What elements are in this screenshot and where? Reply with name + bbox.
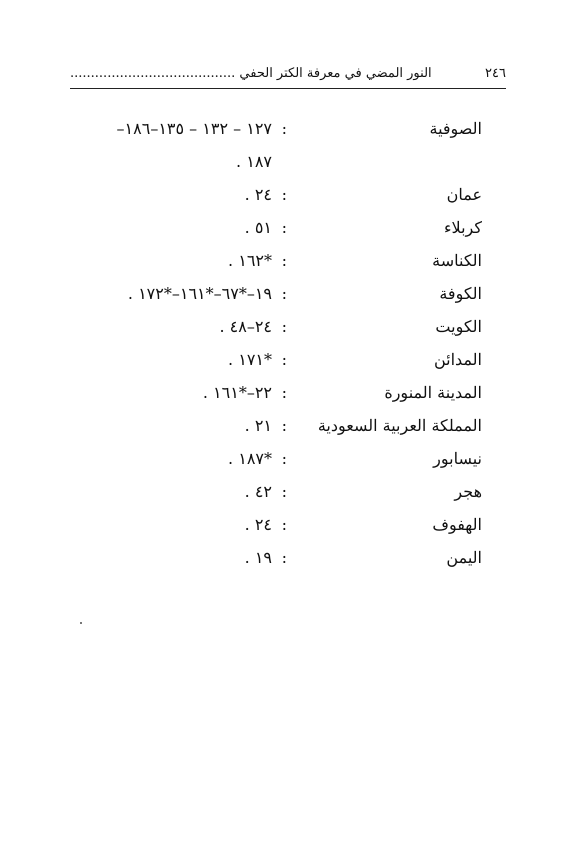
index-entry: [70, 544, 482, 577]
place-name: عمان: [446, 185, 482, 204]
index-entry: [70, 346, 482, 379]
page-references: ٢٢–*١٦١ .: [202, 383, 272, 402]
place-name: المدائن: [433, 350, 482, 369]
index-entry: [70, 214, 482, 247]
index-entry: [70, 181, 482, 214]
page-speck: [80, 622, 82, 624]
page-references: ٢٤ .: [244, 185, 272, 204]
separator-colon: :: [281, 482, 287, 501]
separator-colon: :: [281, 185, 287, 204]
place-name: الهفوف: [432, 515, 482, 534]
place-name: الصوفية: [429, 119, 482, 138]
separator-colon: :: [281, 317, 287, 336]
index-entry: [70, 445, 482, 478]
page-references: ١٩–*٦٧–*١٦١–*١٧٢ .: [127, 284, 272, 303]
separator-colon: :: [281, 218, 287, 237]
page-references: *١٨٧ .: [228, 449, 272, 468]
place-name: هجر: [454, 482, 482, 501]
index-entry: [70, 247, 482, 280]
separator-colon: :: [281, 548, 287, 567]
separator-colon: :: [281, 416, 287, 435]
index-entry-continuation: [70, 148, 482, 181]
index-entry: [70, 115, 482, 148]
running-header: [70, 66, 506, 86]
page-number: ٢٤٦: [485, 66, 506, 81]
index-entry: [70, 280, 482, 313]
place-name: اليمن: [446, 548, 482, 567]
page-references: ١٨٧ .: [236, 152, 272, 171]
page-references: ٥١ .: [244, 218, 272, 237]
index-entry: [70, 379, 482, 412]
place-name: المملكة العربية السعودية: [317, 416, 482, 435]
place-name: الكويت: [435, 317, 482, 336]
page-references: *١٦٢ .: [228, 251, 272, 270]
page-references: ٢١ .: [244, 416, 272, 435]
place-name: كربلاء: [444, 218, 482, 237]
index-entry: [70, 511, 482, 544]
page-references: ١٩ .: [244, 548, 272, 567]
page-references: ٢٤ .: [244, 515, 272, 534]
index-entry: [70, 412, 482, 445]
separator-colon: :: [281, 383, 287, 402]
header-divider: [70, 88, 506, 89]
index-entry: [70, 313, 482, 346]
page-references: ٤٢ .: [244, 482, 272, 501]
separator-colon: :: [281, 515, 287, 534]
index-entry: [70, 478, 482, 511]
running-title: النور المضي في معرفة الكتر الحفي ........................................: [70, 66, 432, 81]
separator-colon: :: [281, 350, 287, 369]
place-name: المدينة المنورة: [384, 383, 482, 402]
separator-colon: :: [281, 251, 287, 270]
page-references: ١٢٧ – ١٣٢ – ١٣٥–١٨٦–: [116, 119, 272, 138]
place-name: الكناسة: [432, 251, 482, 270]
place-name: الكوفة: [439, 284, 482, 303]
separator-colon: :: [281, 284, 287, 303]
page-references: ٢٤–٤٨ .: [219, 317, 272, 336]
place-index-list: [70, 115, 482, 577]
page-references: *١٧١ .: [228, 350, 272, 369]
separator-colon: :: [281, 449, 287, 468]
separator-colon: :: [281, 119, 287, 138]
place-name: نيسابور: [433, 449, 482, 468]
